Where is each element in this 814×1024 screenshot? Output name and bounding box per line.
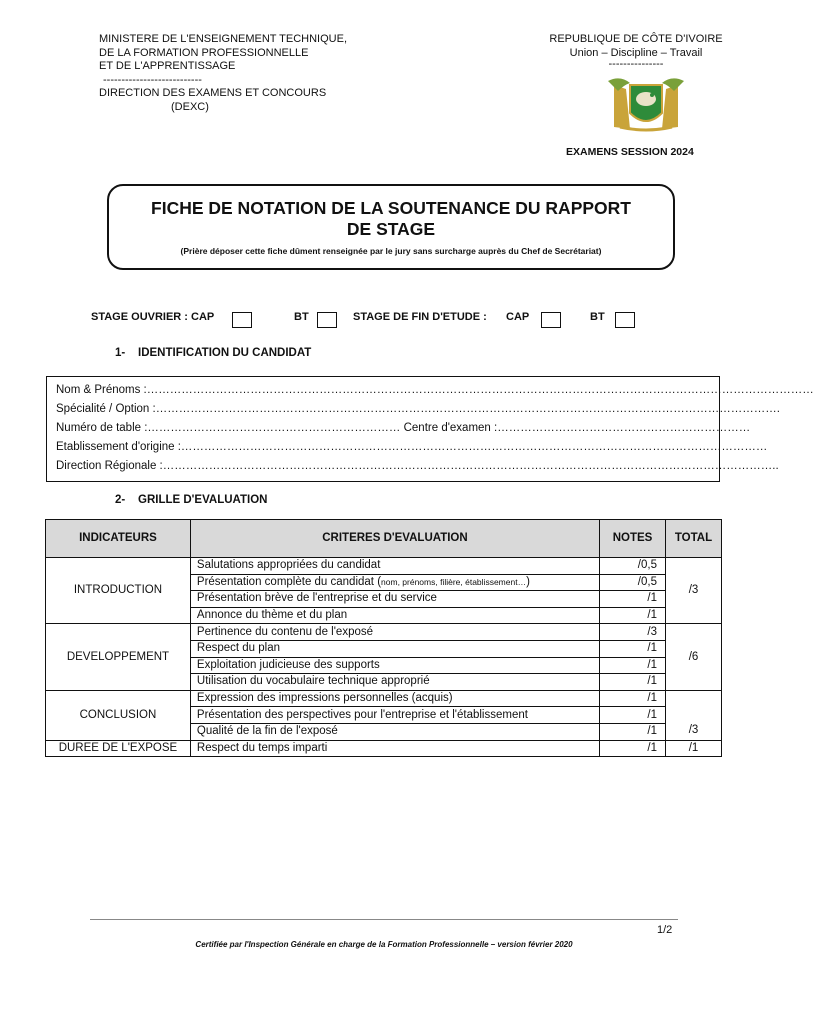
note-cell[interactable]: /1 <box>600 674 666 691</box>
total-conclusion[interactable]: /3 <box>665 690 721 740</box>
numero-centre-field[interactable]: Numéro de table :………………………………………………………… Centre d'examen :………………………………………………………… <box>56 422 751 434</box>
ministry-header <box>99 33 347 114</box>
criterion: Expression des impressions personnelles (acquis) <box>190 690 599 707</box>
stage-ouvrier-label: STAGE OUVRIER : CAP <box>91 311 215 323</box>
exam-session: EXAMENS SESSION 2024 <box>566 146 694 158</box>
criterion: Présentation brève de l'entreprise et du service <box>190 591 599 608</box>
republic-motto: Union – Discipline – Travail <box>569 46 703 59</box>
ministry-line: ET DE L'APPRENTISSAGE <box>99 60 236 72</box>
identification-box <box>46 376 814 482</box>
stage-fin-cap-checkbox[interactable] <box>541 312 561 328</box>
criterion: Qualité de la fin de l'exposé <box>190 723 599 740</box>
direction-abbr: (DEXC) <box>171 100 209 113</box>
header-notes: NOTES <box>600 520 666 558</box>
criterion: Exploitation judicieuse des supports <box>190 657 599 674</box>
nom-field[interactable]: Nom & Prénoms :………………………………………………………………………………………………………………………………………………………… <box>56 384 814 396</box>
criterion-close: ) <box>526 575 530 588</box>
direction-regionale-field[interactable]: Direction Régionale :…………………………………………………………………………………………………………………………………………….. <box>56 460 779 472</box>
stage-fin-bt-checkbox[interactable] <box>615 312 635 328</box>
note-cell[interactable]: /1 <box>600 740 666 757</box>
criterion: Respect du temps imparti <box>190 740 599 757</box>
section2-number: 2- <box>115 494 126 506</box>
form-title-note: (Prière déposer cette fiche dûment renseignée par le jury sans surcharge auprès du Chef de Secrétariat) <box>180 246 602 256</box>
table-row <box>46 624 722 641</box>
etablissement-field[interactable]: Etablissement d'origine :……………………………………………………………………………………………………………………………………… <box>56 441 768 453</box>
grid-header-row <box>46 520 722 558</box>
stage-fin-cap-label: CAP <box>506 311 530 323</box>
note-cell[interactable]: /1 <box>600 707 666 724</box>
indicator-duree: DUREE DE L'EXPOSE <box>46 740 191 757</box>
evaluation-grid <box>45 519 722 757</box>
indicator-conclusion: CONCLUSION <box>46 690 191 740</box>
coat-of-arms-emblem <box>600 75 692 133</box>
ministry-line: MINISTERE DE L'ENSEIGNEMENT TECHNIQUE, <box>99 33 348 45</box>
header-criteres: CRITERES D'EVALUATION <box>190 520 599 558</box>
note-cell[interactable]: /3 <box>600 624 666 641</box>
stage-ouvrier-cap-checkbox[interactable] <box>232 312 252 328</box>
criterion: Salutations appropriées du candidat <box>190 558 599 575</box>
criterion-detail: nom, prénoms, filière, établissement… <box>381 576 527 587</box>
criterion: Annonce du thème et du plan <box>190 607 599 624</box>
criterion: Respect du plan <box>190 640 599 657</box>
header-total: TOTAL <box>665 520 721 558</box>
total-duree[interactable]: /1 <box>665 740 721 757</box>
page-number: 1/2 <box>657 924 673 936</box>
header-indicateurs: INDICATEURS <box>46 520 191 558</box>
total-introduction[interactable]: /3 <box>665 558 721 624</box>
form-title-line1: FICHE DE NOTATION DE LA SOUTENANCE DU RAPPORT <box>151 198 631 218</box>
ministry-line: DE LA FORMATION PROFESSIONNELLE <box>99 46 309 59</box>
section2-title: GRILLE D'EVALUATION <box>138 494 268 506</box>
note-cell[interactable]: /1 <box>600 640 666 657</box>
stage-ouvrier-bt-label: BT <box>294 311 309 323</box>
stage-fin-bt-label: BT <box>590 311 605 323</box>
note-cell[interactable]: /1 <box>600 591 666 608</box>
table-row <box>46 690 722 707</box>
criterion-text: Présentation complète du candidat ( <box>196 575 382 588</box>
criterion: Utilisation du vocabulaire technique approprié <box>190 674 599 691</box>
direction-name: DIRECTION DES EXAMENS ET CONCOURS <box>99 87 327 99</box>
section1-number: 1- <box>115 347 126 359</box>
table-row <box>46 740 722 757</box>
stage-fin-etude-label: STAGE DE FIN D'ETUDE : <box>353 311 487 323</box>
title-box <box>107 184 675 270</box>
note-cell[interactable]: /1 <box>600 723 666 740</box>
note-cell[interactable]: /1 <box>600 657 666 674</box>
table-row <box>46 558 722 575</box>
criterion: Présentation des perspectives pour l'entreprise et l'établissement <box>190 707 599 724</box>
stage-ouvrier-bt-checkbox[interactable] <box>317 312 337 328</box>
motto-separator: --------------- <box>608 58 664 70</box>
note-cell[interactable]: /0,5 <box>600 558 666 575</box>
footer-divider <box>90 919 678 920</box>
footer-certification: Certifiée par l'Inspection Générale en charge de la Formation Professionnelle – version février 2020 <box>195 940 573 949</box>
specialite-field[interactable]: Spécialité / Option :………………………………………………………………………………………………………………………………………………. <box>56 403 780 415</box>
note-cell[interactable]: /1 <box>600 607 666 624</box>
note-cell[interactable]: /1 <box>600 690 666 707</box>
republic-header <box>548 33 724 68</box>
section1-title: IDENTIFICATION DU CANDIDAT <box>138 347 312 359</box>
form-title-line2: DE STAGE <box>346 219 436 239</box>
criterion: Pertinence du contenu de l'exposé <box>190 624 599 641</box>
republic-name: REPUBLIQUE DE CÔTE D'IVOIRE <box>549 33 723 45</box>
criterion-complete-presentation <box>190 574 599 591</box>
indicator-introduction: INTRODUCTION <box>46 558 191 624</box>
ministry-separator: --------------------------- <box>103 73 202 86</box>
indicator-developpement: DEVELOPPEMENT <box>46 624 191 690</box>
note-cell[interactable]: /0,5 <box>600 574 666 591</box>
total-developpement[interactable]: /6 <box>665 624 721 690</box>
